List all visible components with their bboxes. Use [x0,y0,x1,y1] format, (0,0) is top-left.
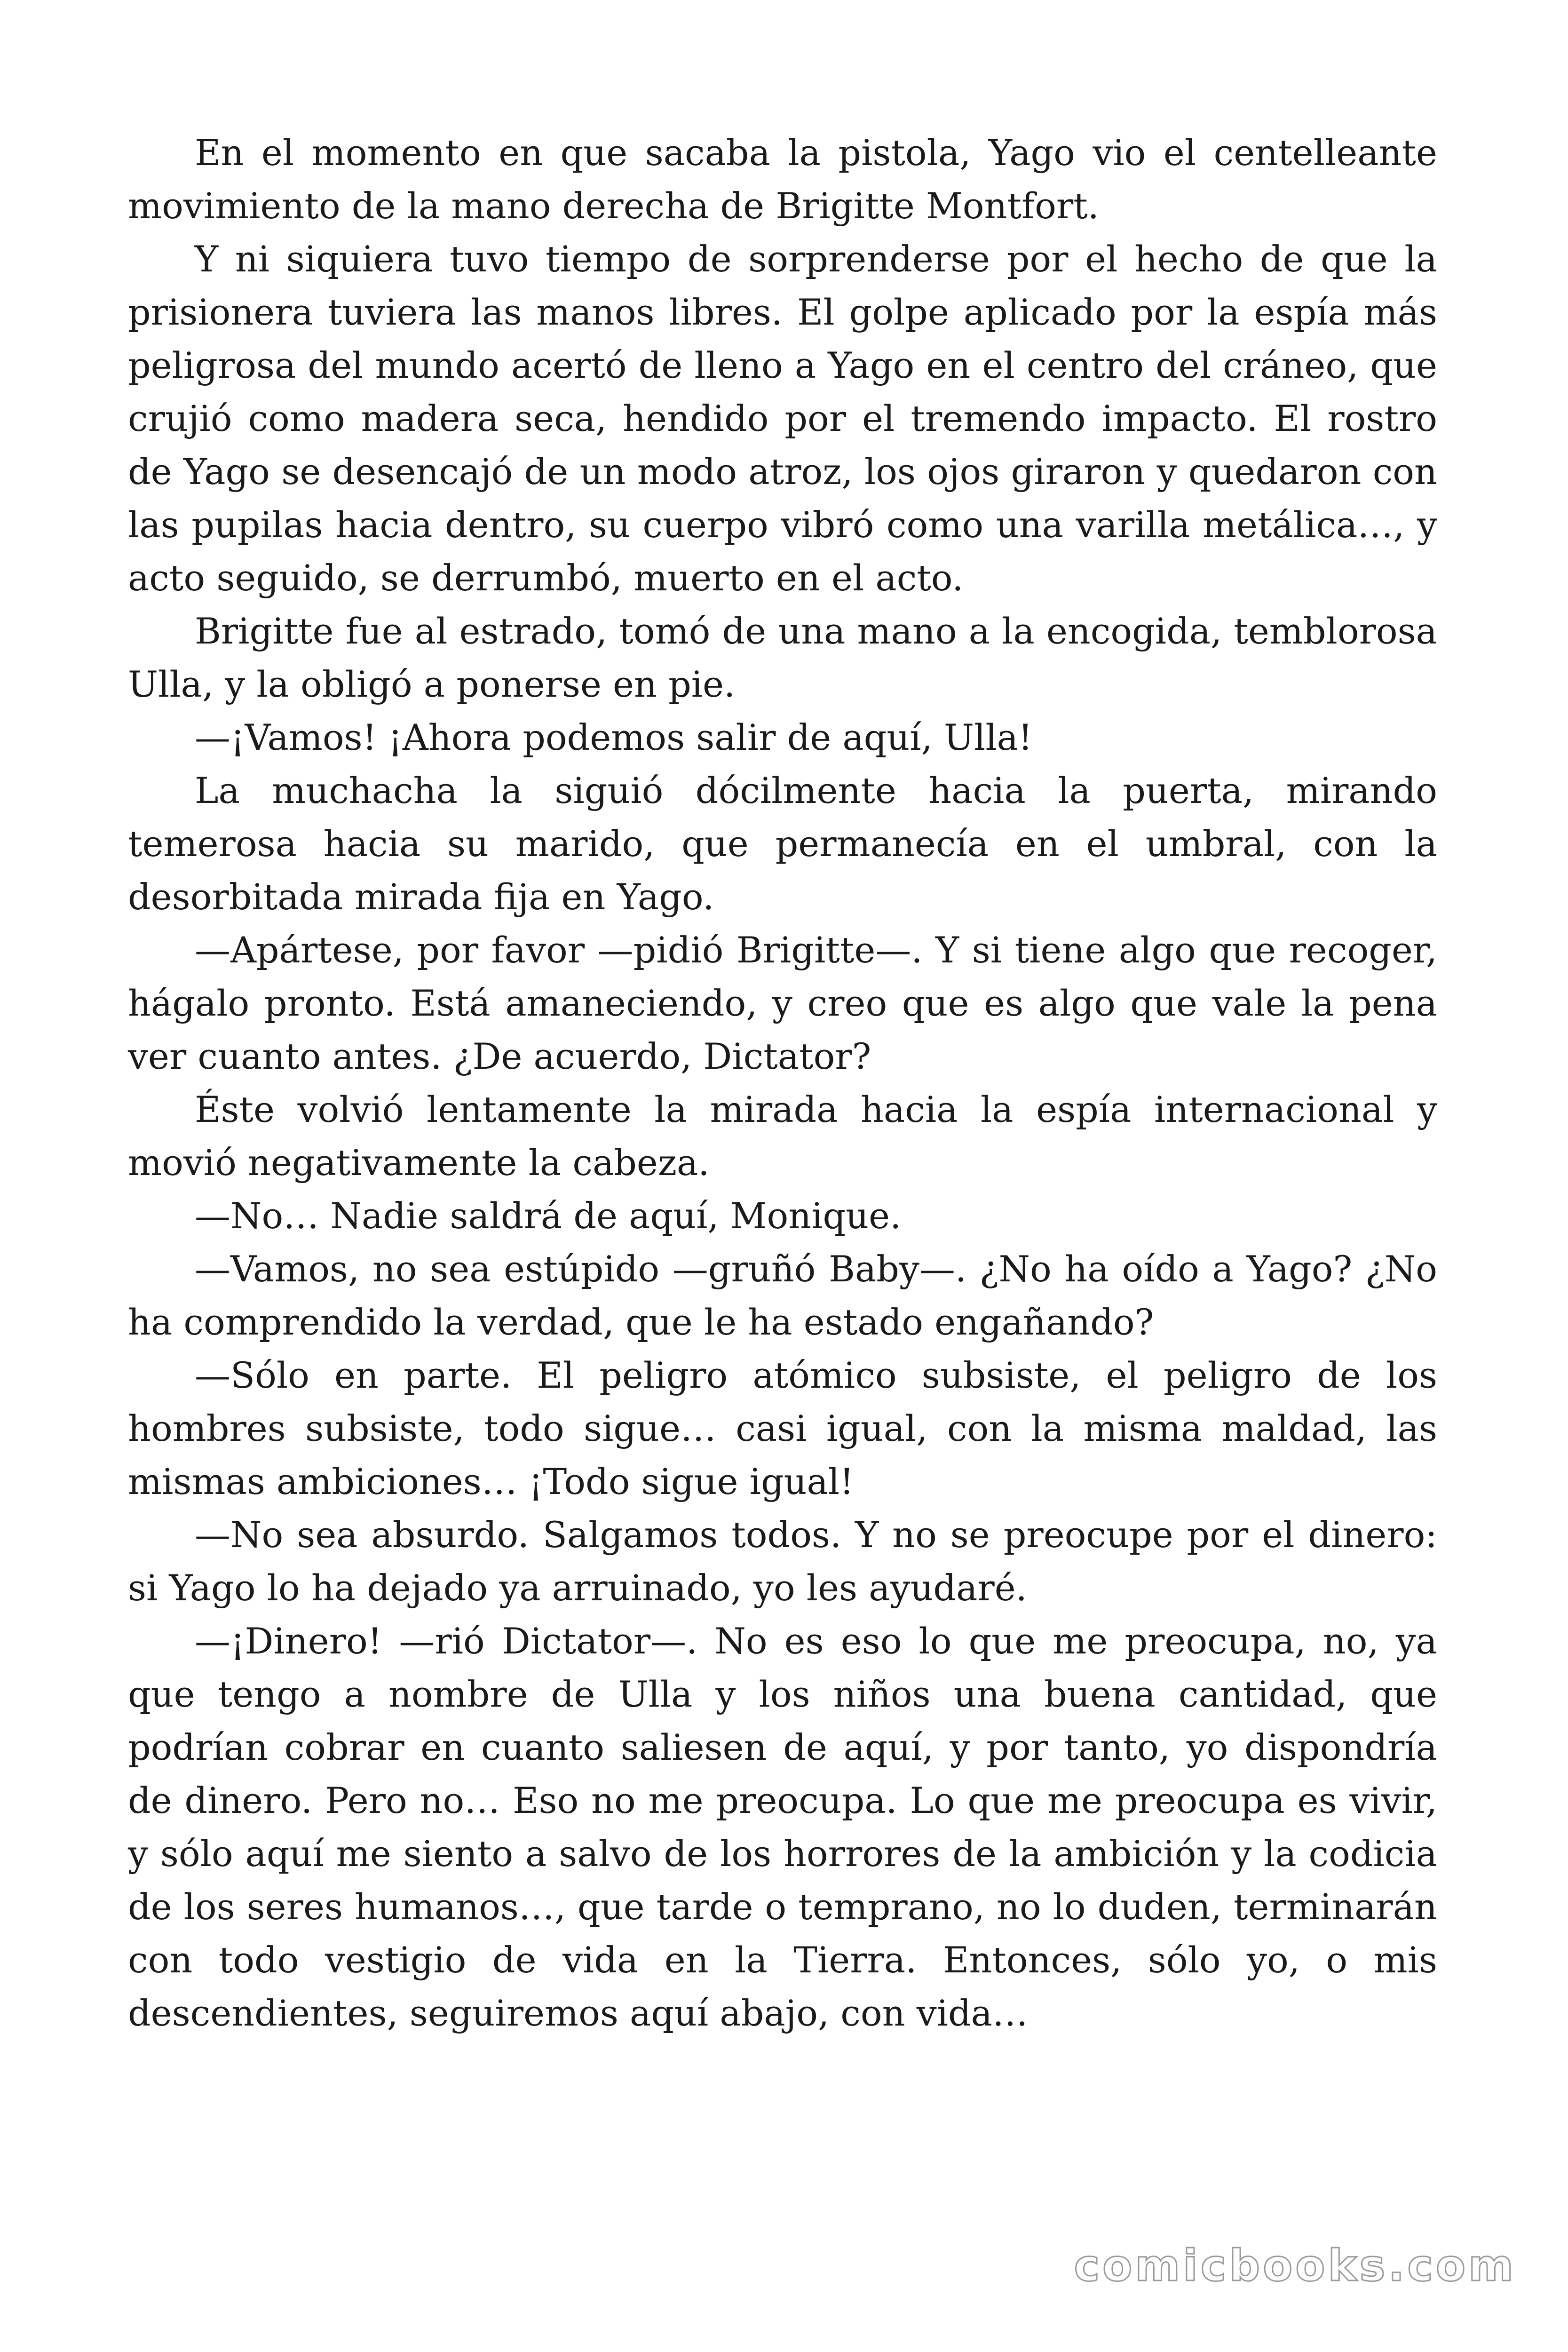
paragraph: —Sólo en parte. El peligro atómico subsiste, el peligro de los hombres subsiste, todo sigue… casi igual, con la misma maldad, las mismas ambiciones… ¡Todo sigue igual! [128,1354,1437,1502]
paragraph: En el momento en que sacaba la pistola, Yago vio el centelleante movimiento de la mano derecha de Brigitte Montfort. [128,132,1437,227]
paragraph: Éste volvió lentamente la mirada hacia la espía internacional y movió negativamente la cabeza. [128,1089,1437,1184]
paragraph: —Vamos, no sea estúpido —gruñó Baby—. ¿No ha oído a Yago? ¿No ha comprendido la verdad, que le ha estado engañando? [128,1248,1437,1343]
paragraph: —Apártese, por favor —pidió Brigitte—. Y si tiene algo que recoger, hágalo pronto. Está amaneciendo, y creo que es algo que vale la pena ver cuanto antes. ¿De acuerdo, Dictator? [128,929,1437,1077]
paragraph: —No sea absurdo. Salgamos todos. Y no se preocupe por el dinero: si Yago lo ha dejado ya arruinado, yo les ayudaré. [128,1514,1437,1609]
paragraph: La muchacha la siguió dócilmente hacia la puerta, mirando temerosa hacia su marido, que permanecía en el umbral, con la desorbitada mirada fija en Yago. [128,770,1437,918]
paragraph: Brigitte fue al estrado, tomó de una mano a la encogida, temblorosa Ulla, y la obligó a ponerse en pie. [128,610,1437,705]
paragraph: —¡Dinero! —rió Dictator—. No es eso lo que me preocupa, no, ya que tengo a nombre de Ulla y los niños una buena cantidad, que podrían cobrar en cuanto saliesen de aquí, y por tanto, yo dispondría de dinero. Pero no… Eso no me preocupa. Lo que me preocupa es vivir, y sólo aquí me siento a salvo de los horrores de la ambición y la codicia de los seres humanos…, que tarde o temprano, no lo duden, terminarán con todo vestigio de vida en la Tierra. Entonces, sólo yo, o mis descendientes, seguiremos aquí abajo, con vida… [128,1620,1437,2034]
paragraph: Y ni siquiera tuvo tiempo de sorprenderse por el hecho de que la prisionera tuviera las manos libres. El golpe aplicado por la espía más peligrosa del mundo acertó de lleno a Yago en el centro del cráneo, que crujió como madera seca, hendido por el tremendo impacto. El rostro de Yago se desencajó de un modo atroz, los ojos giraron y quedaron con las pupilas hacia dentro, su cuerpo vibró como una varilla metálica…, y acto seguido, se derrumbó, muerto en el acto. [128,238,1437,599]
watermark: comicbooks.com [1074,2241,1516,2291]
body-text [128,126,1437,2040]
paragraph: —¡Vamos! ¡Ahora podemos salir de aquí, Ulla! [195,716,1033,758]
paragraph: —No… Nadie saldrá de aquí, Monique. [195,1195,902,1237]
